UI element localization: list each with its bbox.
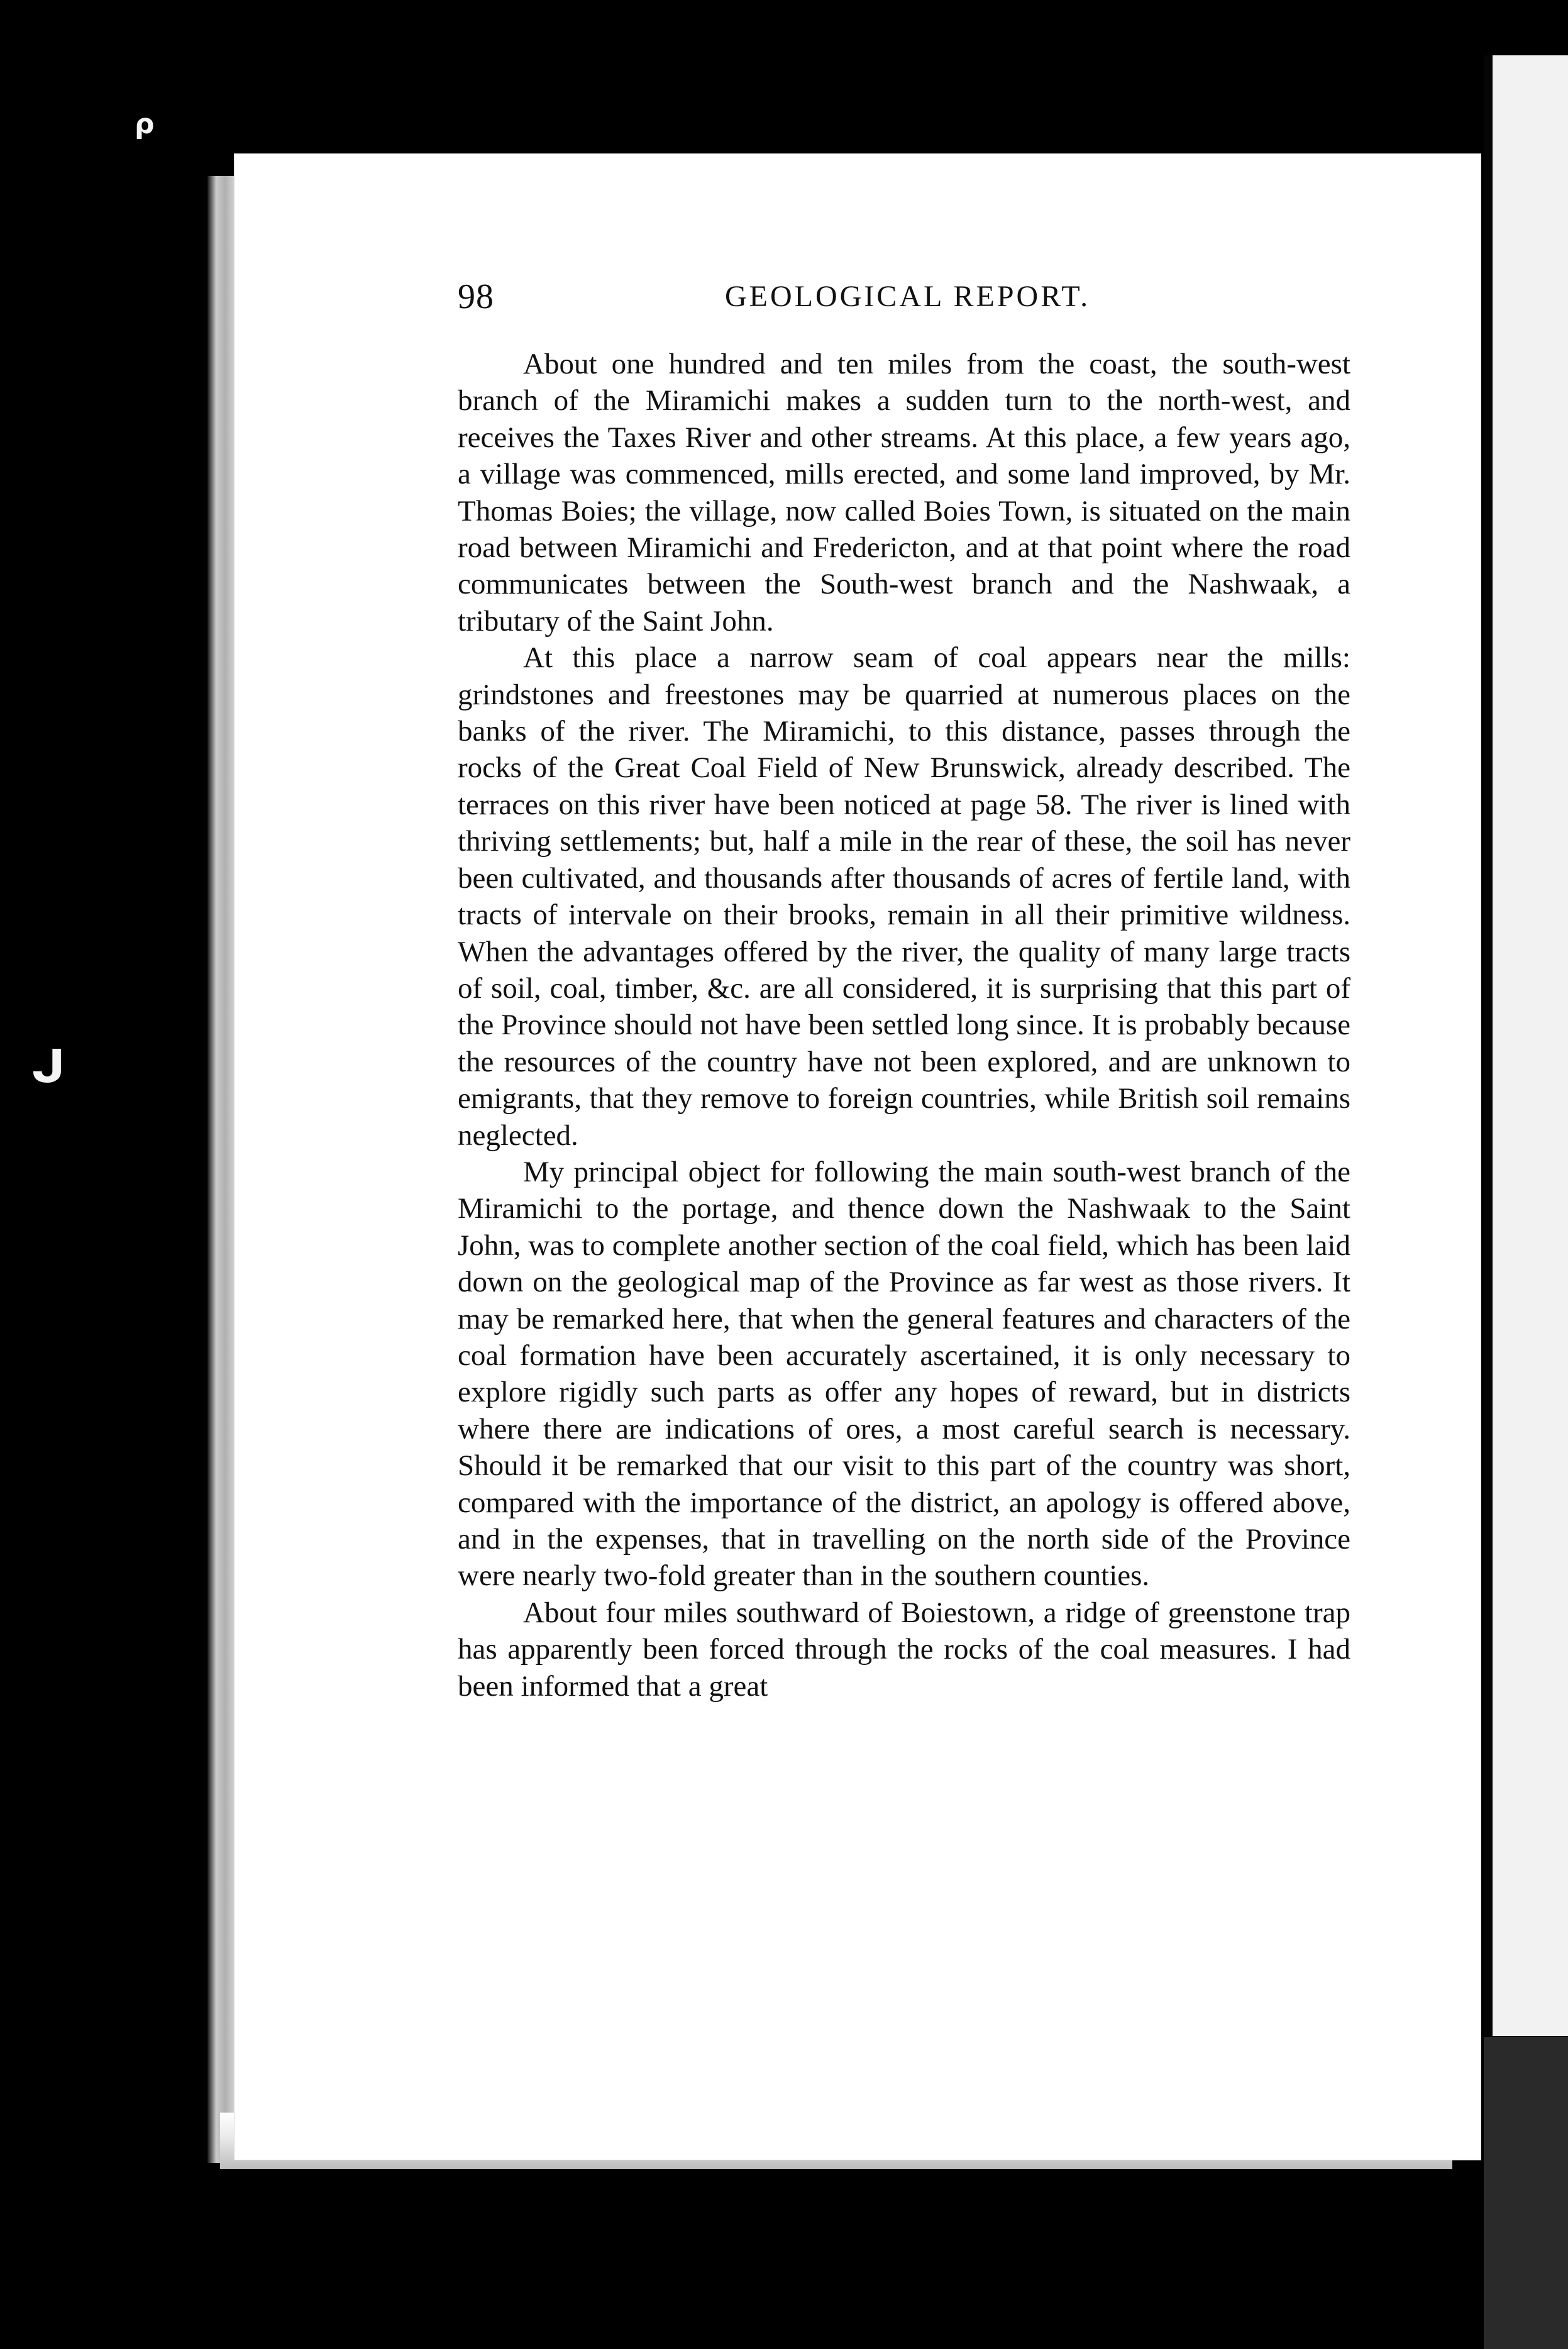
adjacent-page-strip — [1484, 55, 1568, 2036]
scan-margin-mark: ρ — [135, 108, 155, 140]
page-number: 98 — [458, 277, 494, 316]
page-title: GEOLOGICAL REPORT. — [725, 280, 1091, 313]
running-header — [458, 270, 1357, 323]
paragraph: About four miles southward of Boiestown, a ridge of greenstone trap has apparently been forced through the rocks of the coal measures. I had been informed that a great — [458, 1596, 1350, 1703]
scan-margin-mark: ᒍ — [31, 1040, 65, 1093]
adjacent-page-shadow — [1484, 2037, 1568, 2349]
paragraph: At this place a narrow seam of coal appears near the mills: grindstones and freestones may be quarried at numerous places on the banks of the river. The Miramichi, to this distance, passes through the rocks of the Great Coal Field of New Brunswick, already described. The terraces on this river have been noticed at page 58. The river is lined with thriving settlements; but, half a mile in the rear of these, the soil has never been cultivated, and thousands after thousands of acres of fertile land, with tracts of intervale on their brooks, remain in all their primitive wildness. When the advantages offered by the river, the quality of many large tracts of soil, coal, timber, &c. are all considered, it is surprising that this part of the Province should not have been settled long since. It is probably because the resources of the country have not been explored, and are unknown to emigrants, that they remove to foreign countries, while British soil remains neglected. — [458, 641, 1350, 1152]
paragraph: About one hundred and ten miles from the coast, the south-west branch of the Miramichi makes a sudden turn to the north-west, and receives the Taxes River and other streams. At this place, a few years ago, a village was commenced, mills erected, and some land improved, by Mr. Thomas Boies; the village, now called Boies Town, is situated on the main road between Miramichi and Fredericton, and at that point where the road communicates between the South-west branch and the Nashwaak, a tributary of the Saint John. — [458, 348, 1350, 638]
body-text — [458, 346, 1350, 1705]
paragraph: My principal object for following the main south-west branch of the Miramichi to the portage, and thence down the Nashwaak to the Saint John, was to complete another section of the coal field, which has been laid down on the geological map of the Province as far west as those rivers. It may be remarked here, that when the general features and characters of the coal formation have been accurately ascertained, it is only necessary to explore rigidly such parts as offer any hopes of reward, but in districts where there are indications of ores, a most careful search is necessary. Should it be remarked that our visit to this part of the country was short, compared with the importance of the district, an apology is offered above, and in the expenses, that in travelling on the north side of the Province were nearly two-fold greater than in the southern counties. — [458, 1155, 1350, 1593]
